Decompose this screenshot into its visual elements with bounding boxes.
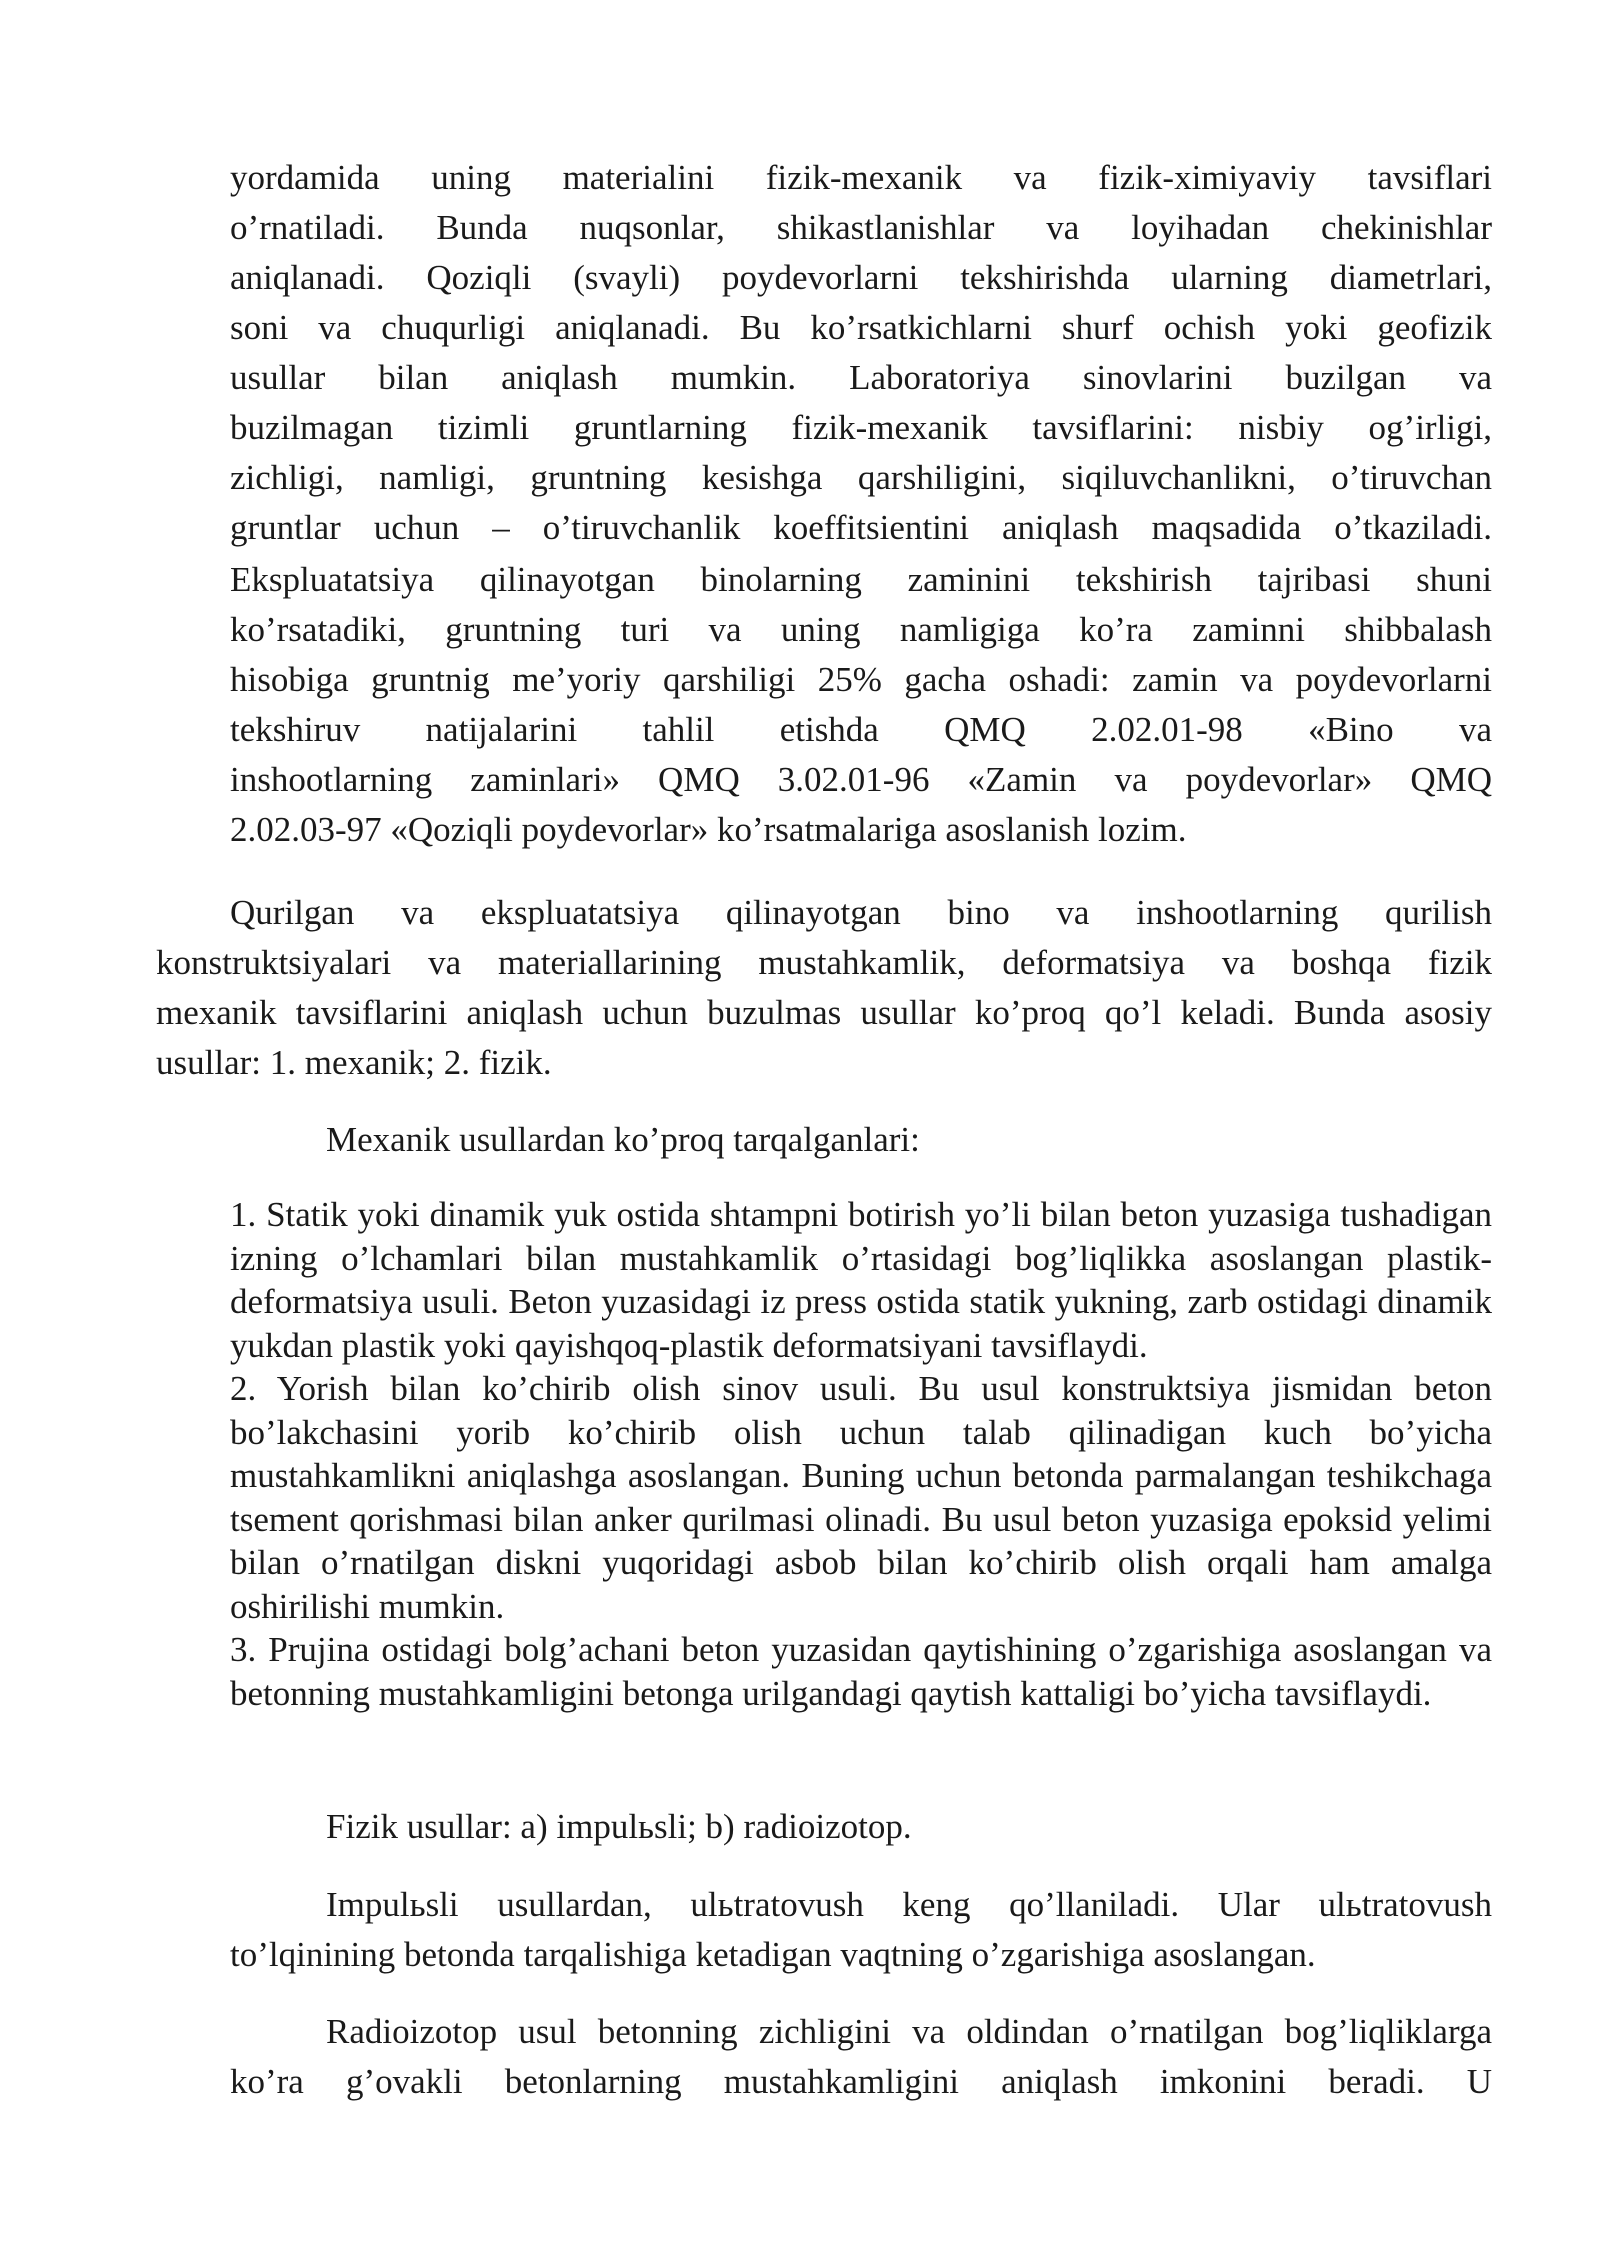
text-line: usullar: 1. mexanik; 2. fizik. — [156, 1043, 552, 1082]
methods-list — [230, 1193, 1492, 1715]
text-line: tekshiruv natijalarini tahlil etishda QMQ 2.02.01-98 «Bino va — [230, 710, 1492, 749]
text-line: inshootlarning zaminlari» QMQ 3.02.01-96 «Zamin va poydevorlar» QMQ — [230, 760, 1492, 799]
text-line: yordamida uning materialini fizik-mexanik va fizik-ximiyaviy tavsiflari — [230, 158, 1492, 197]
text-line: usullar bilan aniqlash mumkin. Laboratoriya sinovlarini buzilgan va — [230, 358, 1492, 397]
text-line: konstruktsiyalari va materiallarining mustahkamlik, deformatsiya va boshqa fizik — [156, 943, 1492, 982]
text-line: ko’rsatadiki, gruntning turi va uning namligiga ko’ra zaminni shibbalash — [230, 610, 1492, 649]
text-line: ko’ra g’ovakli betonlarning mustahkamligini aniqlash imkonini beradi. U — [230, 2062, 1492, 2101]
text-line: to’lqinining betonda tarqalishiga ketadigan vaqtning o’zgarishiga asoslangan. — [230, 1935, 1316, 1974]
text-line: buzilmagan tizimli gruntlarning fizik-mexanik tavsiflarini: nisbiy og’irligi, — [230, 408, 1492, 447]
text-line: o’rnatiladi. Bunda nuqsonlar, shikastlanishlar va loyihadan chekinishlar — [230, 208, 1492, 247]
text-line: 2.02.03-97 «Qoziqli poydevorlar» ko’rsatmalariga asoslanish lozim. — [230, 810, 1187, 849]
text-line: zichligi, namligi, gruntning kesishga qarshiligini, siqiluvchanlikni, o’tiruvchan — [230, 458, 1492, 497]
method-item-1: 1. Statik yoki dinamik yuk ostida shtampni botirish yo’li bilan beton yuzasiga tushadigan izning o’lchamlari bilan mustahkamlik o’rtasidagi bog’liqlikka asoslangan plastik-deformatsiya usuli. Beton yuzasidagi iz press ostida statik yukning, zarb ostidagi dinamik yukdan plastik yoki qayishqoq-plastik deformatsiyani tavsiflaydi. — [230, 1195, 1492, 1365]
mechanical-methods-heading: Mexanik usullardan ko’proq tarqalganlari: — [326, 1120, 920, 1159]
method-item-2: 2. Yorish bilan ko’chirib olish sinov usuli. Bu usul konstruktsiya jismidan beton bo’lakchasini yorib ko’chirib olish uchun talab qilinadigan kuch bo’yicha mustahkamlikni aniqlashga asoslangan. Buning uchun betonda parmalangan teshikchaga tsement qorishmasi bilan anker qurilmasi olinadi. Bu usul beton yuzasiga epoksid yelimi bilan o’rnatilgan diskni yuqoridagi asbob bilan ko’chirib olish orqali ham amalga oshirilishi mumkin. — [230, 1369, 1492, 1626]
method-item-3: 3. Prujina ostidagi bolg’achani beton yuzasidan qaytishining o’zgarishiga asoslangan va betonning mustahkamligini betonga urilgandagi qaytish kattaligi bo’yicha tavsiflaydi. — [230, 1630, 1492, 1713]
text-line: Qurilgan va ekspluatatsiya qilinayotgan bino va inshootlarning qurilish — [230, 893, 1492, 932]
text-line: Ekspluatatsiya qilinayotgan binolarning zaminini tekshirish tajribasi shuni — [230, 560, 1492, 599]
text-line: gruntlar uchun – o’tiruvchanlik koeffitsientini aniqlash maqsadida o’tkaziladi. — [230, 508, 1492, 547]
text-line: mexanik tavsiflarini aniqlash uchun buzulmas usullar ko’proq qo’l keladi. Bunda asosiy — [156, 993, 1492, 1032]
text-line: Radioizotop usul betonning zichligini va oldindan o’rnatilgan bog’liqliklarga — [326, 2012, 1492, 2051]
text-line: aniqlanadi. Qoziqli (svayli) poydevorlarni tekshirishda ularning diametrlari, — [230, 258, 1492, 297]
text-line: Impulьsli usullardan, ulьtratovush keng qo’llaniladi. Ular ulьtratovush — [326, 1885, 1492, 1924]
text-line: soni va chuqurligi aniqlanadi. Bu ko’rsatkichlarni shurf ochish yoki geofizik — [230, 308, 1492, 347]
physical-methods-heading: Fizik usullar: a) impulьsli; b) radioizotop. — [326, 1807, 912, 1846]
text-line: hisobiga gruntnig me’yoriy qarshiligi 25% gacha oshadi: zamin va poydevorlarni — [230, 660, 1492, 699]
